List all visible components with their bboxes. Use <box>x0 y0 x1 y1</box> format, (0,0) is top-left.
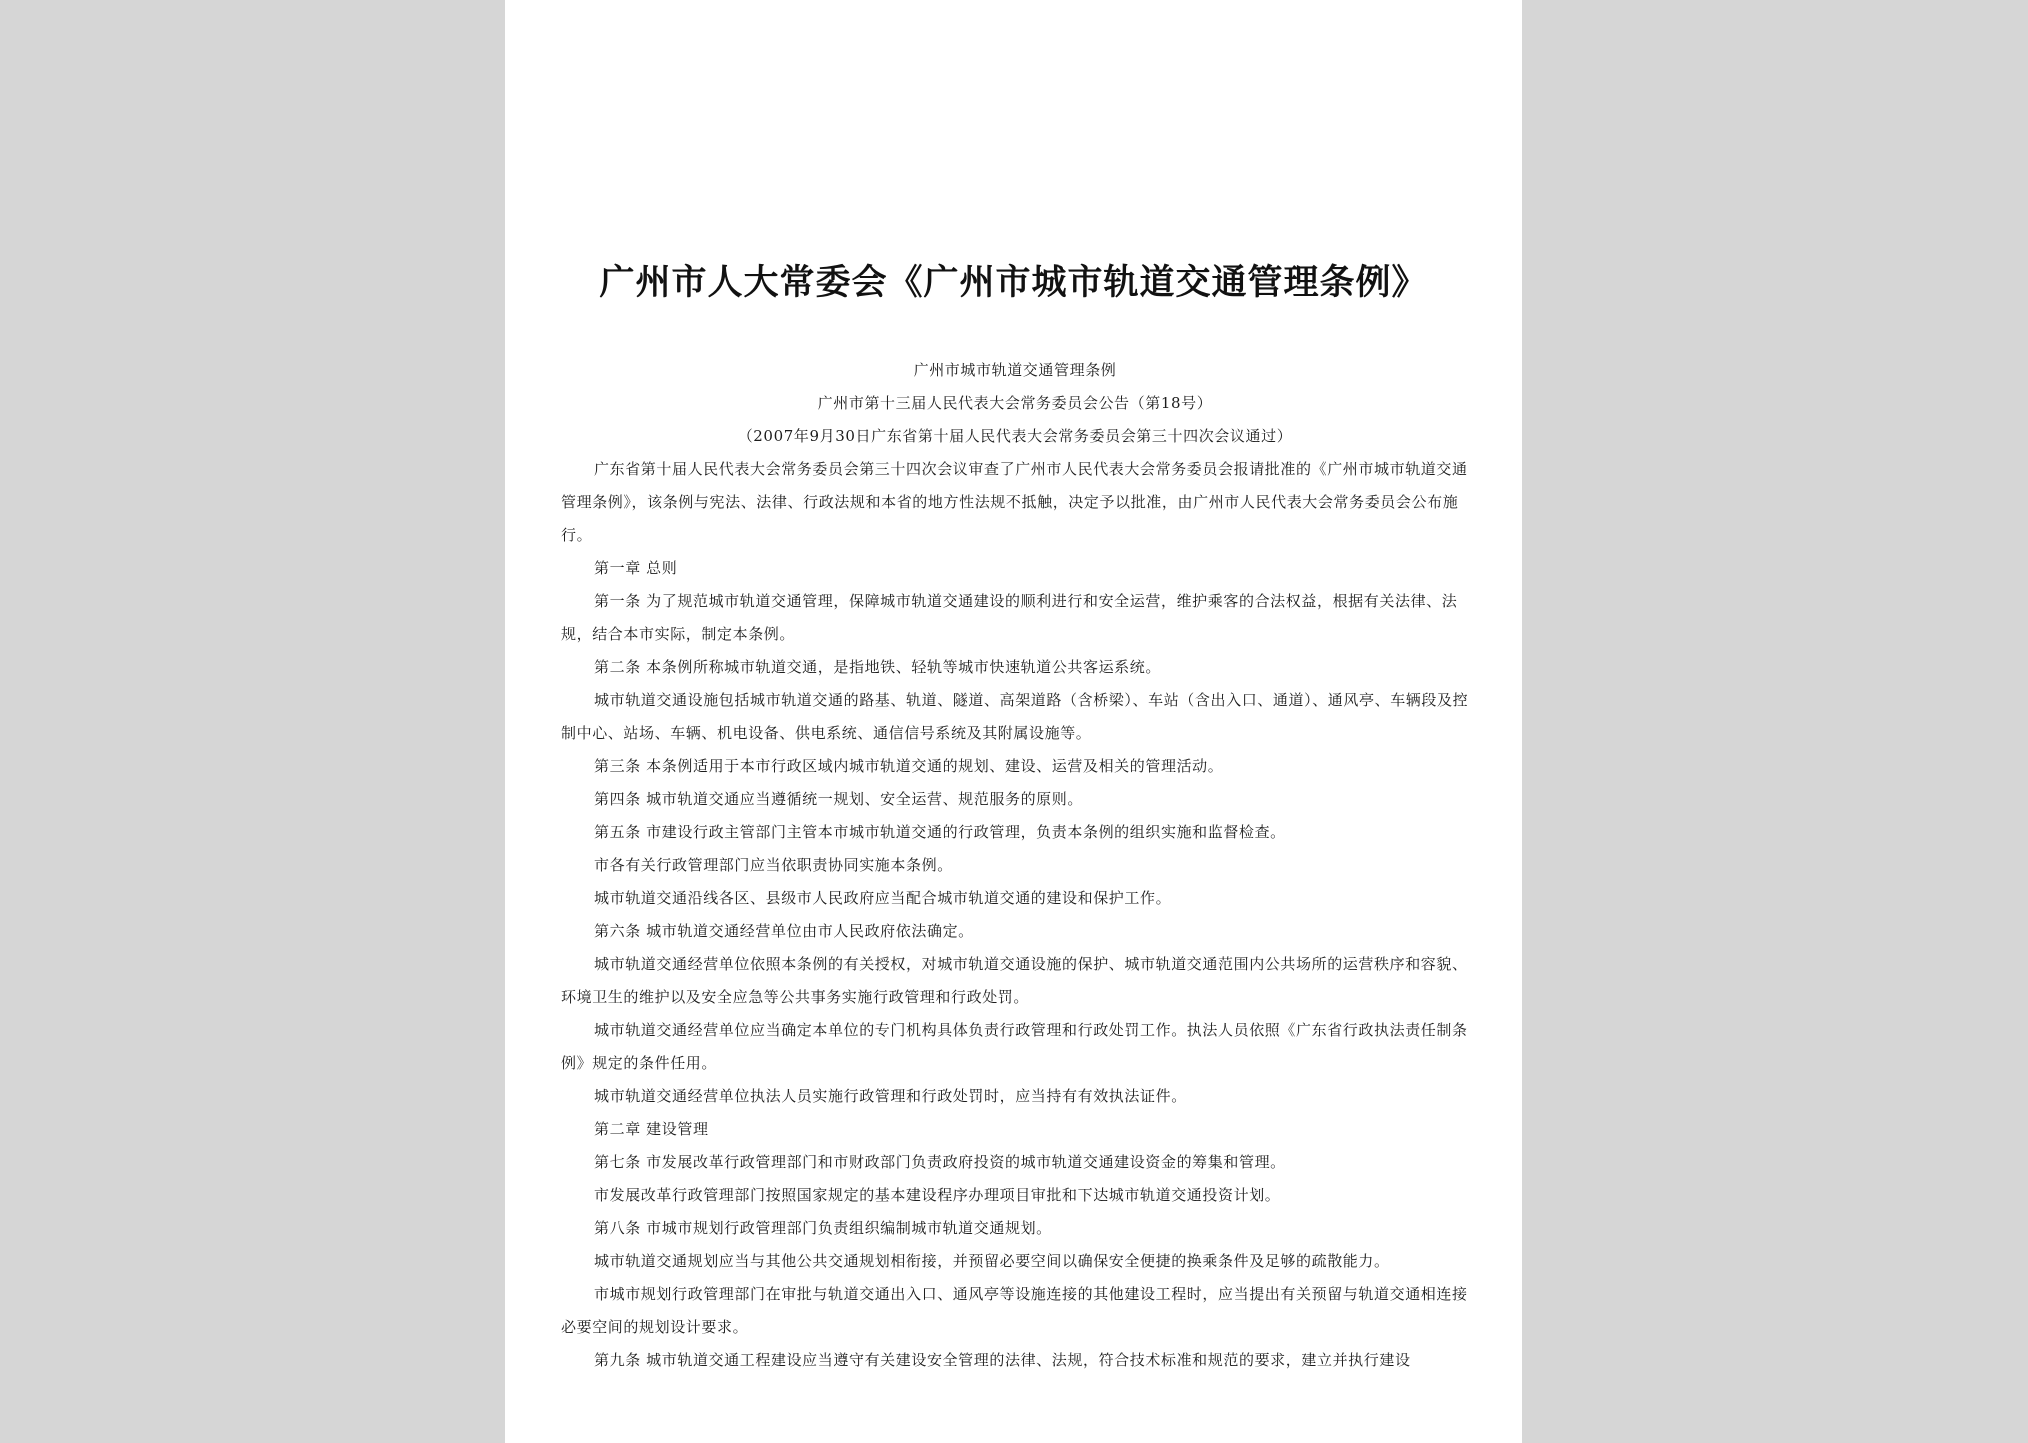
article-paragraph: 第五条 市建设行政主管部门主管本市城市轨道交通的行政管理，负责本条例的组织实施和监督检查。 <box>594 823 1286 841</box>
article-paragraph: 城市轨道交通沿线各区、县级市人民政府应当配合城市轨道交通的建设和保护工作。 <box>594 889 1172 907</box>
article-paragraph: 第一条 为了规范城市轨道交通管理，保障城市轨道交通建设的顺利进行和安全运营，维护乘客的合法权益，根据有关法律、法规，结合本市实际，制定本条例。 <box>561 592 1458 643</box>
announcement-line: 广州市第十三届人民代表大会常务委员会公告（第18号） <box>817 394 1213 412</box>
article-paragraph: 城市轨道交通规划应当与其他公共交通规划相衔接，并预留必要空间以确保安全便捷的换乘条件及足够的疏散能力。 <box>594 1252 1390 1270</box>
article-paragraph: 城市轨道交通设施包括城市轨道交通的路基、轨道、隧道、高架道路（含桥梁）、车站（含出入口、通道）、通风亭、车辆段及控制中心、站场、车辆、机电设备、供电系统、通信信号系统及其附属设施等。 <box>561 691 1469 742</box>
article-paragraph: 第二条 本条例所称城市轨道交通，是指地铁、轻轨等城市快速轨道公共客运系统。 <box>594 658 1161 676</box>
document-page <box>505 0 1522 1443</box>
article-paragraph: 第四条 城市轨道交通应当遵循统一规划、安全运营、规范服务的原则。 <box>594 790 1083 808</box>
document-body <box>561 354 1469 1377</box>
chapter-heading: 第二章 建设管理 <box>594 1120 709 1138</box>
article-paragraph: 第九条 城市轨道交通工程建设应当遵守有关建设安全管理的法律、法规，符合技术标准和规范的要求，建立并执行建设 <box>594 1351 1411 1369</box>
article-paragraph: 第八条 市城市规划行政管理部门负责组织编制城市轨道交通规划。 <box>594 1219 1052 1237</box>
article-paragraph: 城市轨道交通经营单位依照本条例的有关授权，对城市轨道交通设施的保护、城市轨道交通范围内公共场所的运营秩序和容貌、环境卫生的维护以及安全应急等公共事务实施行政管理和行政处罚。 <box>561 955 1468 1006</box>
article-paragraph: 第三条 本条例适用于本市行政区域内城市轨道交通的规划、建设、运营及相关的管理活动。 <box>594 757 1224 775</box>
chapter-heading: 第一章 总则 <box>594 559 678 577</box>
adoption-note: （2007年9月30日广东省第十届人民代表大会常务委员会第三十四次会议通过） <box>737 427 1293 445</box>
article-paragraph: 城市轨道交通经营单位应当确定本单位的专门机构具体负责行政管理和行政处罚工作。执法人员依照《广东省行政执法责任制条例》规定的条件任用。 <box>561 1021 1468 1072</box>
article-paragraph: 城市轨道交通经营单位执法人员实施行政管理和行政处罚时，应当持有有效执法证件。 <box>594 1087 1187 1105</box>
article-paragraph: 市发展改革行政管理部门按照国家规定的基本建设程序办理项目审批和下达城市轨道交通投资计划。 <box>594 1186 1281 1204</box>
document-title: 广州市人大常委会《广州市城市轨道交通管理条例》 <box>599 263 1428 303</box>
approval-paragraph: 广东省第十届人民代表大会常务委员会第三十四次会议审查了广州市人民代表大会常务委员会报请批准的《广州市城市轨道交通管理条例》，该条例与宪法、法律、行政法规和本省的地方性法规不抵触，决定予以批准，由广州市人民代表大会常务委员会公布施行。 <box>561 460 1468 544</box>
article-paragraph: 市城市规划行政管理部门在审批与轨道交通出入口、通风亭等设施连接的其他建设工程时，应当提出有关预留与轨道交通相连接必要空间的规划设计要求。 <box>561 1285 1468 1336</box>
regulation-name: 广州市城市轨道交通管理条例 <box>913 361 1117 379</box>
article-paragraph: 市各有关行政管理部门应当依职责协同实施本条例。 <box>594 856 953 874</box>
article-paragraph: 第七条 市发展改革行政管理部门和市财政部门负责政府投资的城市轨道交通建设资金的筹集和管理。 <box>594 1153 1286 1171</box>
article-paragraph: 第六条 城市轨道交通经营单位由市人民政府依法确定。 <box>594 922 974 940</box>
